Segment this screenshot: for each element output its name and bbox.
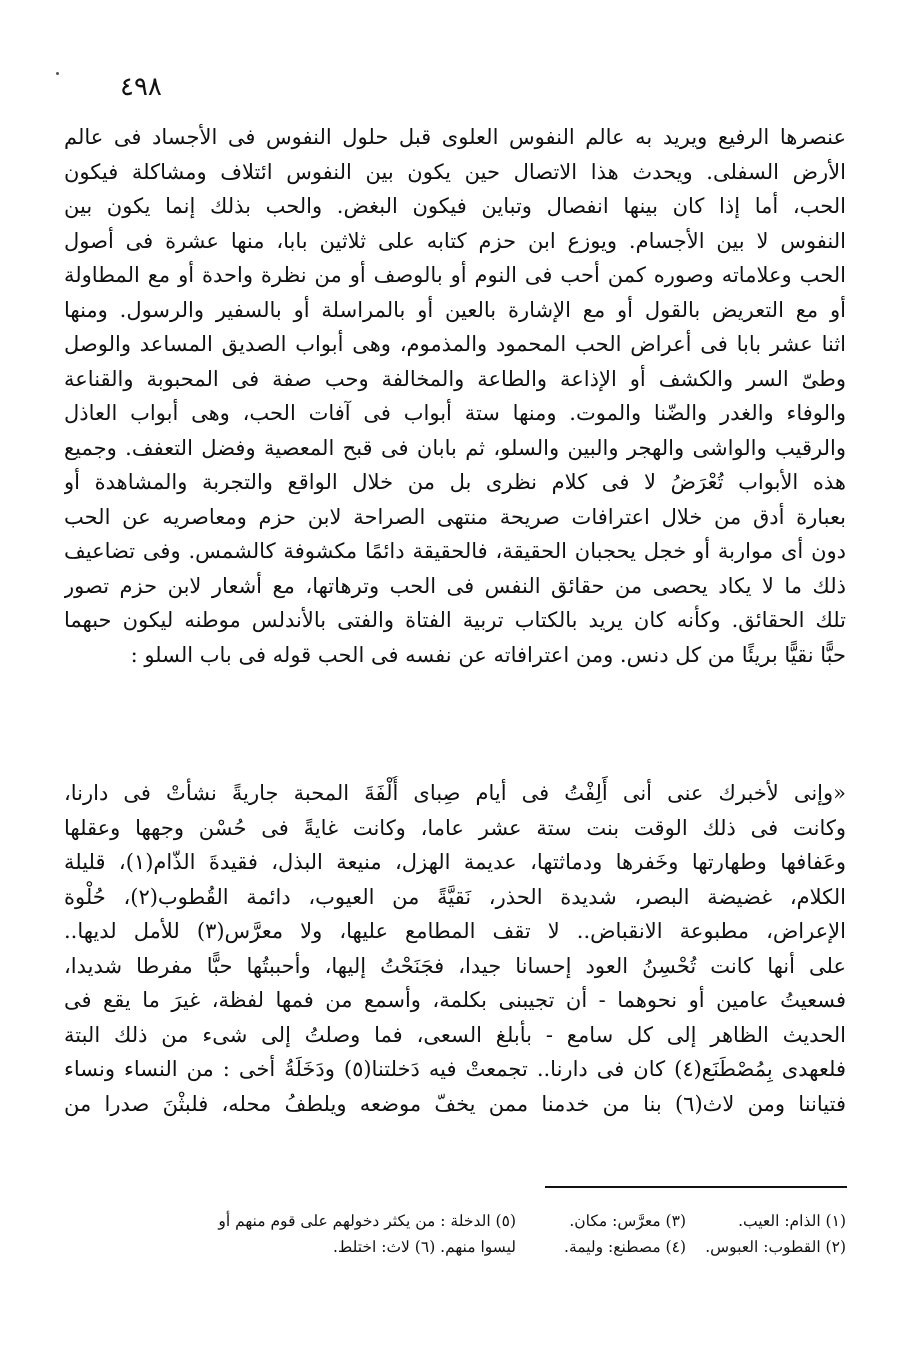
page-number: ٤٩٨ bbox=[120, 72, 162, 102]
text-line: وطىّ السر والكشف أو الإذاعة والطاعة والمخالفة وحب صفة فى المحبوبة والقناعة bbox=[64, 366, 846, 391]
footnote: ليسوا منهم. (٦) لاث: اختلط. bbox=[332, 1238, 516, 1256]
footnote: (٥) الدخلة : من يكثر دخولهم على قوم منهم أو bbox=[218, 1212, 516, 1230]
text-line: الأرض السفلى. ويحدث هذا الاتصال حين يكون بين النفوس ائتلاف ومشاكلة فيكون bbox=[64, 159, 846, 184]
text-line: النفوس لا بين الأجسام. ويوزع ابن حزم كتابه على ثلاثين بابا، منها عشرة فى أصول bbox=[64, 228, 846, 253]
text-line: فسعيتُ عامين أو نحوهما - أن تجيبنى بكلمة، وأسمع من فمها لفظة، غيرَ ما يقع فى bbox=[64, 988, 846, 1012]
footnote: (٢) القطوب: العبوس. bbox=[705, 1238, 846, 1256]
footnote: (٤) مصطنع: وليمة. bbox=[564, 1238, 686, 1256]
text-line: وعَفافها وطهارتها وخَفرها ودماثتها، عديمة الهزل، منيعة البذل، فقيدةَ الذّام(١)، قليلة bbox=[64, 850, 846, 874]
text-line: فلعهدى بِمُصْطَنَع(٤) كان فى دارنا.. تجمعتْ فيه دَخلتنا(٥) ودَخَلَةُ أخى : من النساء ونساء bbox=[64, 1057, 846, 1081]
text-line: الإعراض، مطبوعة الانقباض.. لا تقف المطامع عليها، ولا معرَّس(٣) للأمل لديها.. bbox=[64, 919, 846, 943]
text-line: فتياننا ومن لاث(٦) بنا من خدمنا ممن يخفّ موضعه ويلطفُ محله، فلبثْنَ صدرا من bbox=[64, 1091, 846, 1116]
text-line: بعبارة أدق من خلال اعترافات صريحة منتهى الصراحة لابن حزم ومعاصريه عن الحب bbox=[64, 504, 846, 529]
footnote: (٣) معرَّس: مكان. bbox=[569, 1212, 686, 1230]
body-paragraph-2 bbox=[64, 776, 846, 1121]
text-line: عنصرها الرفيع ويريد به عالم النفوس العلوى قبل حلول النفوس فى الأجساد فى عالم bbox=[64, 125, 846, 149]
text-line: وكانت فى ذلك الوقت بنت ستة عشر عاما، وكانت غايةً فى حُسْن وجهها وعقلها bbox=[64, 815, 846, 840]
text-line: على أنها كانت تُحْسِنُ العود إحسانا جيدا، فجَنَحْتُ إليها، وأحببتُها حبًّا مفرطا شديدا، bbox=[64, 953, 846, 978]
text-line: الكلام، غضيضة البصر، شديدة الحذر، نَقيَّةً من العيوب، دائمة القُطوب(٢)، حُلْوة bbox=[64, 884, 846, 909]
text-line: دون أى مواربة أو خجل يحجبان الحقيقة، فالحقيقة دائمًا مكشوفة كالشمس. وفى تضاعيف bbox=[64, 539, 846, 563]
text-line: ذلك ما لا يكاد يحصى من حقائق النفس فى الحب وترهاتها، مع أشعار لابن حزم تصور bbox=[64, 573, 846, 598]
body-paragraph-1 bbox=[64, 120, 846, 672]
footnote-column-middle bbox=[536, 1208, 686, 1260]
text-line: الحديث الظاهر إلى كل سامع - بأبلغ السعى، فما وصلتُ إلى شىء من ذلك البتة bbox=[64, 1022, 846, 1047]
footnote-separator bbox=[545, 1186, 847, 1188]
text-line: اثنا عشر بابا فى أعراض الحب المحمود والمذموم، وهى أبواب الصديق المساعد والوصل bbox=[64, 332, 846, 356]
footnote-column-right bbox=[696, 1208, 846, 1260]
footnote: (١) الذام: العيب. bbox=[738, 1212, 846, 1230]
text-line: الحب وعلاماته وصوره كمن أحب فى النوم أو بالوصف أو من نظرة واحدة أو مع المطاولة bbox=[64, 263, 846, 287]
text-line: هذه الأبواب تُعْرَضُ لا فى كلام نظرى بل من خلال الواقع والتجربة والمشاهدة أو bbox=[64, 470, 846, 494]
text-line: والوفاء والغدر والضّنا والموت. ومنها ستة أبواب فى آفات الحب، وهى أبواب العاذل bbox=[64, 401, 846, 425]
text-line: حبًّا نقيًّا بريئًا من كل دنس. ومن اعترافاته عن نفسه فى الحب قوله فى باب السلو : bbox=[130, 642, 846, 667]
text-line: والرقيب والواشى والهجر والبين والسلو، ثم بابان فى قبح المعصية وفضل التعفف. وجميع bbox=[64, 435, 846, 460]
text-line: تلك الحقائق. وكأنه كان يريد بالكتاب تربية الفتاة والفتى بالأندلس موطنه ليكون حبهما bbox=[64, 608, 846, 632]
scan-speck bbox=[56, 72, 59, 75]
text-line: الحب، أما إذا كان بينها انفصال وتباين فيكون البغض. والحب بذلك إنما يكون بين bbox=[64, 194, 846, 218]
text-line: أو مع التعريض بالقول أو مع الإشارة بالعين أو بالمراسلة أو بالسفير والرسول. ومنها bbox=[64, 297, 846, 322]
text-line: «وإنى لأخبرك عنى أنى أَلِفْتُ فى أيام صِباى أُلْفَةَ المحبة جاريةً نشأتْ فى دارنا، bbox=[64, 781, 846, 805]
footnote-column-left bbox=[66, 1208, 516, 1260]
